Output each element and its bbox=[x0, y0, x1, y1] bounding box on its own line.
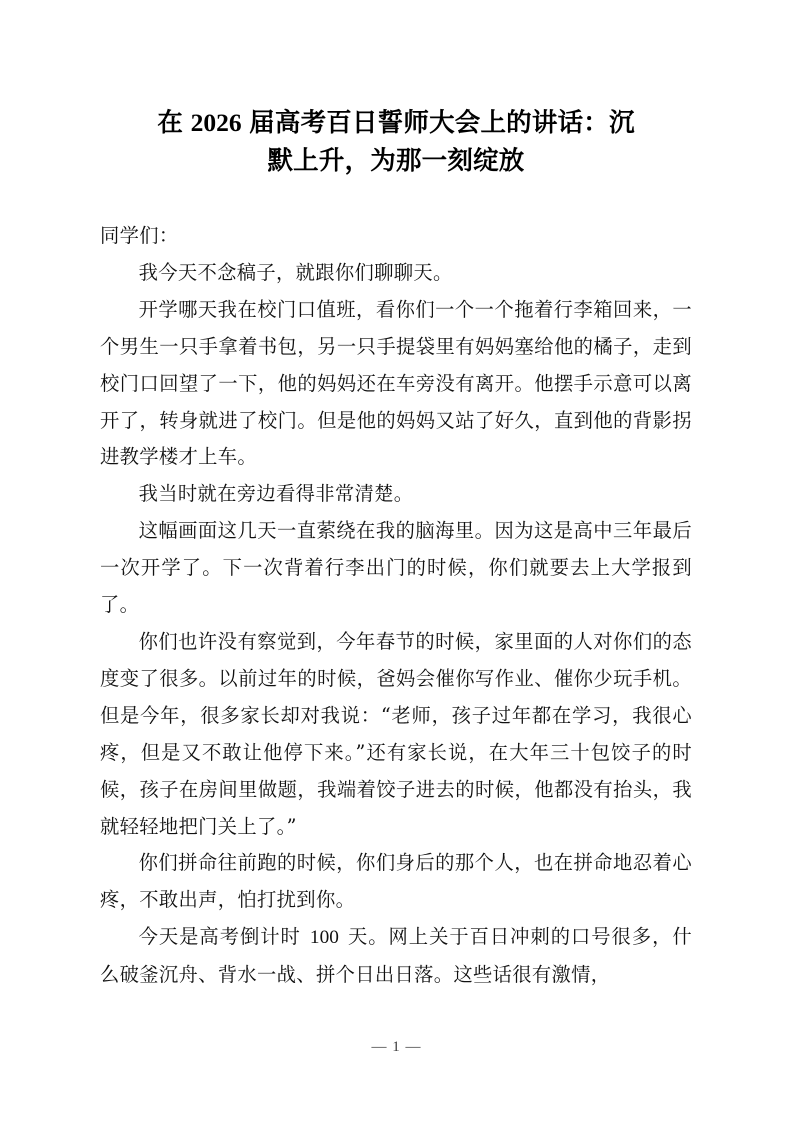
title-line-1: 在 2026 届高考百日誓师大会上的讲话：沉 bbox=[157, 108, 635, 137]
paragraph-2: 开学哪天我在校门口值班，看你们一个一个拖着行李箱回来，一个男生一只手拿着书包，另一只手提袋里有妈妈塞给他的橘子，走到校门口回望了一下，他的妈妈还在车旁没有离开。他摆手示意可以离开了，转身就进了校门。但是他的妈妈又站了好久，直到他的背影拐进教学楼才上车。 bbox=[100, 297, 692, 469]
paragraph-6: 你们拼命往前跑的时候，你们身后的那个人，也在拼命地忍着心疼，不敢出声，怕打扰到你。 bbox=[100, 851, 692, 912]
paragraph-1: 我今天不念稿子，就跟你们聊聊天。 bbox=[138, 260, 453, 284]
page-title bbox=[100, 0, 692, 180]
paragraph-3: 我当时就在旁边看得非常清楚。 bbox=[138, 482, 414, 506]
paragraph-5: 你们也许没有察觉到，今年春节的时候，家里面的人对你们的态度变了很多。以前过年的时候，爸妈会催你写作业、催你少玩手机。但是今年，很多家长却对我说：“老师，孩子过年都在学习，我很心疼，但是又不敢让他停下来。”还有家长说，在大年三十包饺子的时候，孩子在房间里做题，我端着饺子进去的时候，他都没有抬头，我就轻轻地把门关上了。” bbox=[100, 629, 692, 838]
title-line-2: 默上升，为那一刻绽放 bbox=[267, 146, 525, 175]
paragraph-4: 这幅画面这几天一直萦绕在我的脑海里。因为这是高中三年最后一次开学了。下一次背着行李出门的时候，你们就要去上大学报到了。 bbox=[100, 519, 692, 617]
paragraph-7: 今天是高考倒计时 100 天。网上关于百日冲刺的口号很多，什么破釜沉舟、背水一战、拼个日出日落。这些话很有激情， bbox=[100, 925, 692, 987]
latin-run: 2026 bbox=[190, 108, 242, 137]
document-body bbox=[100, 218, 692, 994]
latin-run: 100 bbox=[309, 927, 339, 949]
salutation: 同学们： bbox=[100, 224, 179, 247]
page-footer: — 1 — bbox=[371, 1039, 422, 1055]
document-content bbox=[100, 0, 692, 994]
